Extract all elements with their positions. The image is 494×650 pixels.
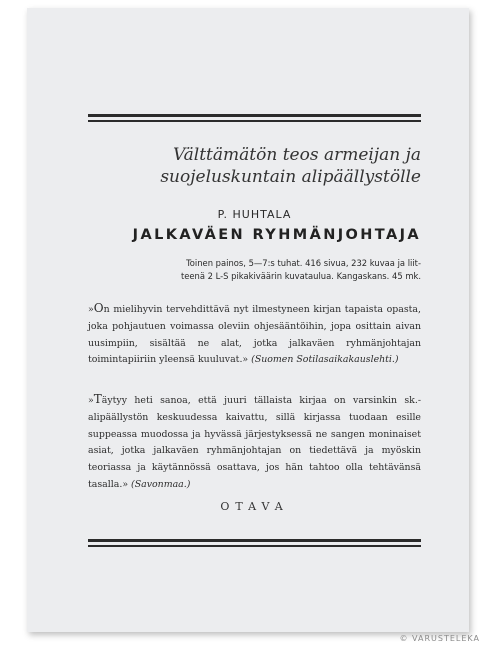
quote-open-mark: » xyxy=(88,304,94,315)
top-double-rule xyxy=(88,114,421,122)
edition-info-line-2: teenä 2 L-S pikakiväärin kuvataulua. Kangaskans. 45 mk. xyxy=(180,271,421,281)
quote-open-mark: » xyxy=(88,395,94,406)
quote-text: n mielihyvin tervehdittävä nyt ilmestyneen kirjan tapaista opasta, joka pohjautuen voimassa oleviin ohjesääntöihin, jopa osittain aivan uusimpiin, sisältää ne alat, jotka jalkaväen ryhmänjohtajan toimintapiiriin yleensä kuuluvat.» xyxy=(88,304,421,366)
tagline-line-1: Välttämätön teos armeijan ja xyxy=(172,145,421,165)
quote-initial: O xyxy=(93,301,104,315)
tagline xyxy=(88,144,421,188)
quote-text: äytyy heti sanoa, että juuri tällaista kirjaa on varsinkin sk.-alipäällystön keskuudessa kaivattu, sillä kirjassa tuodaan esille suppeassa muodossa ja hyvässä järjestyksessä ne sangen moninaiset asiat, jotka jalkaväen ryhmänjohtajan on tiedettävä ja myöskin teoriassa ja käytännössä osattava, jos hän tahtoo olla tehtävänsä tasalla.» xyxy=(88,395,421,490)
review-quote-1 xyxy=(88,300,421,369)
quote-source: (Suomen Sotilasaikakauslehti.) xyxy=(251,354,399,366)
publisher-name: OTAVA xyxy=(220,500,289,513)
tagline-line-2: suojeluskuntain alipäällystölle xyxy=(160,167,421,187)
quote-source: (Savonmaa.) xyxy=(131,478,191,490)
edition-info-line-1: Toinen painos, 5—7:s tuhat. 416 sivua, 232 kuvaa ja liit- xyxy=(186,258,421,268)
watermark: © VARUSTELEKA xyxy=(399,634,480,643)
review-quote-2 xyxy=(88,391,421,494)
author-name: P. HUHTALA xyxy=(217,208,292,221)
book-title: JALKAVÄEN RYHMÄNJOHTAJA xyxy=(132,227,421,243)
quote-initial: T xyxy=(93,392,102,406)
edition-info xyxy=(88,257,421,283)
bottom-double-rule xyxy=(88,539,421,547)
